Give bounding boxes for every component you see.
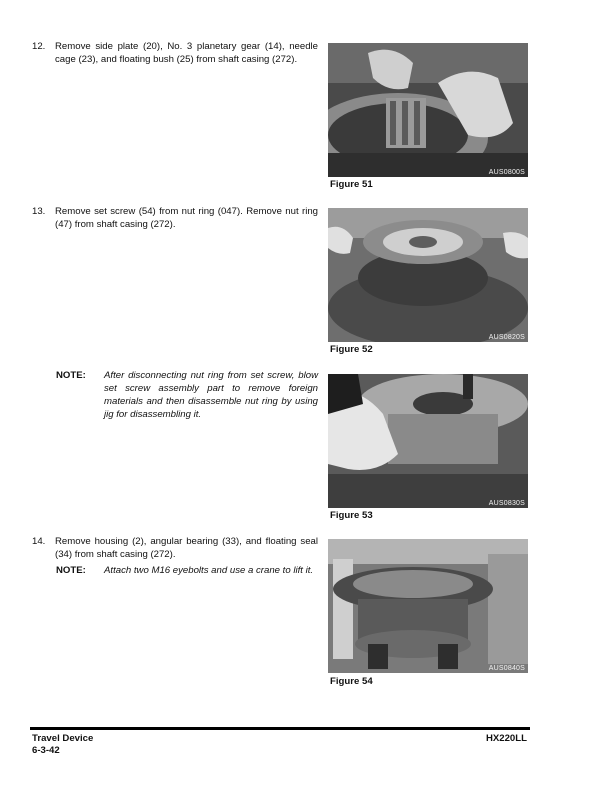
step-text: Remove side plate (20), No. 3 planetary gear (14), needle cage (23), and floating bush (25) from shaft casing (272). <box>55 41 318 65</box>
note-eyebolts <box>56 564 318 577</box>
figure-51-photo <box>328 43 528 177</box>
figure-53-photo <box>328 374 528 508</box>
image-code: AUS0840S <box>488 665 525 672</box>
image-code: AUS0800S <box>488 169 525 176</box>
set-screw-illustration <box>328 374 528 508</box>
step-number: 12. <box>32 41 46 52</box>
footer-page-number: 6-3-42 <box>32 745 60 756</box>
footer-model: HX220LL <box>485 733 527 744</box>
figure-52-photo <box>328 208 528 342</box>
image-code: AUS0820S <box>488 334 525 341</box>
note-set-screw <box>56 369 318 421</box>
figure-52-caption: Figure 52 <box>330 344 373 355</box>
housing-lift-illustration <box>328 539 528 673</box>
step-12 <box>32 40 318 66</box>
note-text: After disconnecting nut ring from set screw, blow set screw assembly part to remove foreign materials and then disassemble nut ring by using jig for disassembling it. <box>104 370 318 420</box>
nut-ring-illustration <box>328 208 528 342</box>
figure-54-photo <box>328 539 528 673</box>
note-text: Attach two M16 eyebolts and use a crane to lift it. <box>104 565 314 576</box>
footer-rule <box>30 727 530 730</box>
footer-section: Travel Device <box>32 733 94 744</box>
note-label: NOTE: <box>56 370 86 381</box>
note-label: NOTE: <box>56 565 86 576</box>
step-number: 14. <box>32 536 46 547</box>
step-number: 13. <box>32 206 46 217</box>
figure-54-caption: Figure 54 <box>330 676 373 687</box>
step-13 <box>32 205 318 231</box>
step-14 <box>32 535 318 561</box>
step-text: Remove set screw (54) from nut ring (047). Remove nut ring (47) from shaft casing (272). <box>55 206 318 230</box>
image-code: AUS0830S <box>488 500 525 507</box>
figure-53-caption: Figure 53 <box>330 510 373 521</box>
figure-51-caption: Figure 51 <box>330 179 373 190</box>
planetary-gear-illustration <box>328 43 528 177</box>
step-text: Remove housing (2), angular bearing (33), and floating seal (34) from shaft casing (272). <box>55 536 318 560</box>
